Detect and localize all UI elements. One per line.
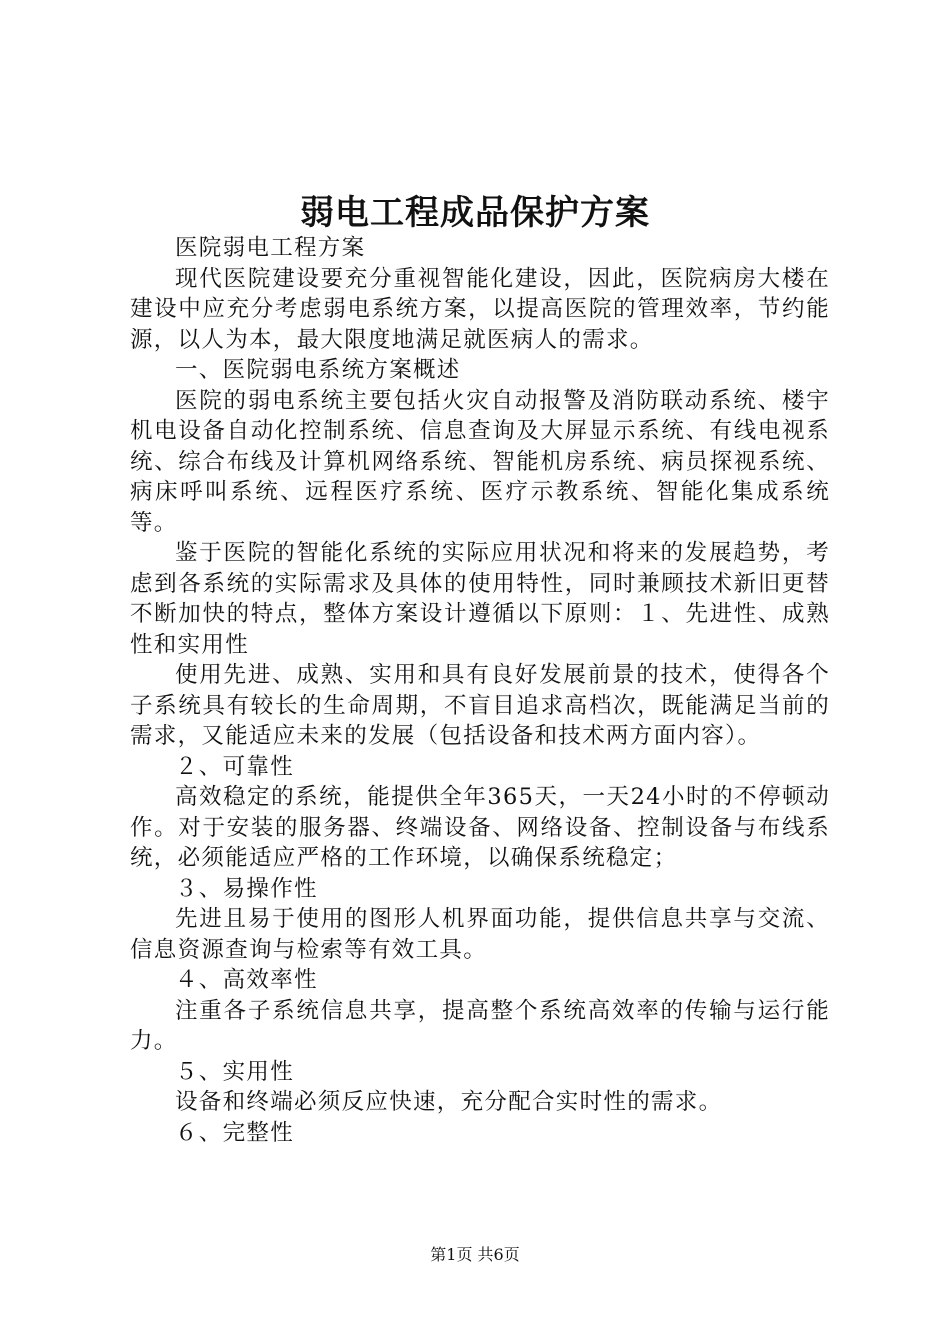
subsection-heading: ６、完整性 bbox=[175, 1119, 295, 1146]
paragraph: 注重各子系统信息共享，提高整个系统高效率的传输与运行能力。 bbox=[130, 997, 830, 1054]
document-body bbox=[130, 233, 830, 1148]
subsection-heading: ２、可靠性 bbox=[175, 753, 295, 780]
page-number-footer: 第1页 共6页 bbox=[430, 1245, 520, 1264]
paragraph: 设备和终端必须反应快速，充分配合实时性的需求。 bbox=[175, 1089, 723, 1115]
paragraph: 鉴于医院的智能化系统的实际应用状况和将来的发展趋势，考虑到各系统的实际需求及具体的使用特性，同时兼顾技术新旧更替不断加快的特点，整体方案设计遵循以下原则：１、先进性、成熟性和实用性 bbox=[130, 540, 830, 658]
section-heading: 一、医院弱电系统方案概述 bbox=[175, 357, 461, 383]
paragraph: 先进且易于使用的图形人机界面功能，提供信息共享与交流、信息资源查询与检索等有效工具。 bbox=[130, 906, 830, 963]
subsection-heading: ５、实用性 bbox=[175, 1058, 295, 1085]
subsection-heading: ３、易操作性 bbox=[175, 875, 318, 902]
paragraph: 高效稳定的系统，能提供全年365天，一天24小时的不停顿动作。对于安装的服务器、终端设备、网络设备、控制设备与布线系统，必须能适应严格的工作环境，以确保系统稳定； bbox=[130, 784, 830, 871]
paragraph: 医院弱电工程方案 bbox=[175, 235, 366, 261]
document-title: 弱电工程成品保护方案 bbox=[300, 193, 650, 233]
subsection-heading: ４、高效率性 bbox=[175, 967, 318, 993]
paragraph: 使用先进、成熟、实用和具有良好发展前景的技术，使得各个子系统具有较长的生命周期，不盲目追求高档次，既能满足当前的需求，又能适应未来的发展（包括设备和技术两方面内容）。 bbox=[130, 662, 830, 749]
paragraph: 现代医院建设要充分重视智能化建设，因此，医院病房大楼在建设中应充分考虑弱电系统方案，以提高医院的管理效率，节约能源，以人为本，最大限度地满足就医病人的需求。 bbox=[130, 265, 830, 353]
paragraph: 医院的弱电系统主要包括火灾自动报警及消防联动系统、楼宇机电设备自动化控制系统、信息查询及大屏显示系统、有线电视系统、综合布线及计算机网络系统、智能机房系统、病员探视系统、病床呼叫系统、远程医疗系统、医疗示教系统、智能化集成系统等。 bbox=[130, 387, 830, 536]
